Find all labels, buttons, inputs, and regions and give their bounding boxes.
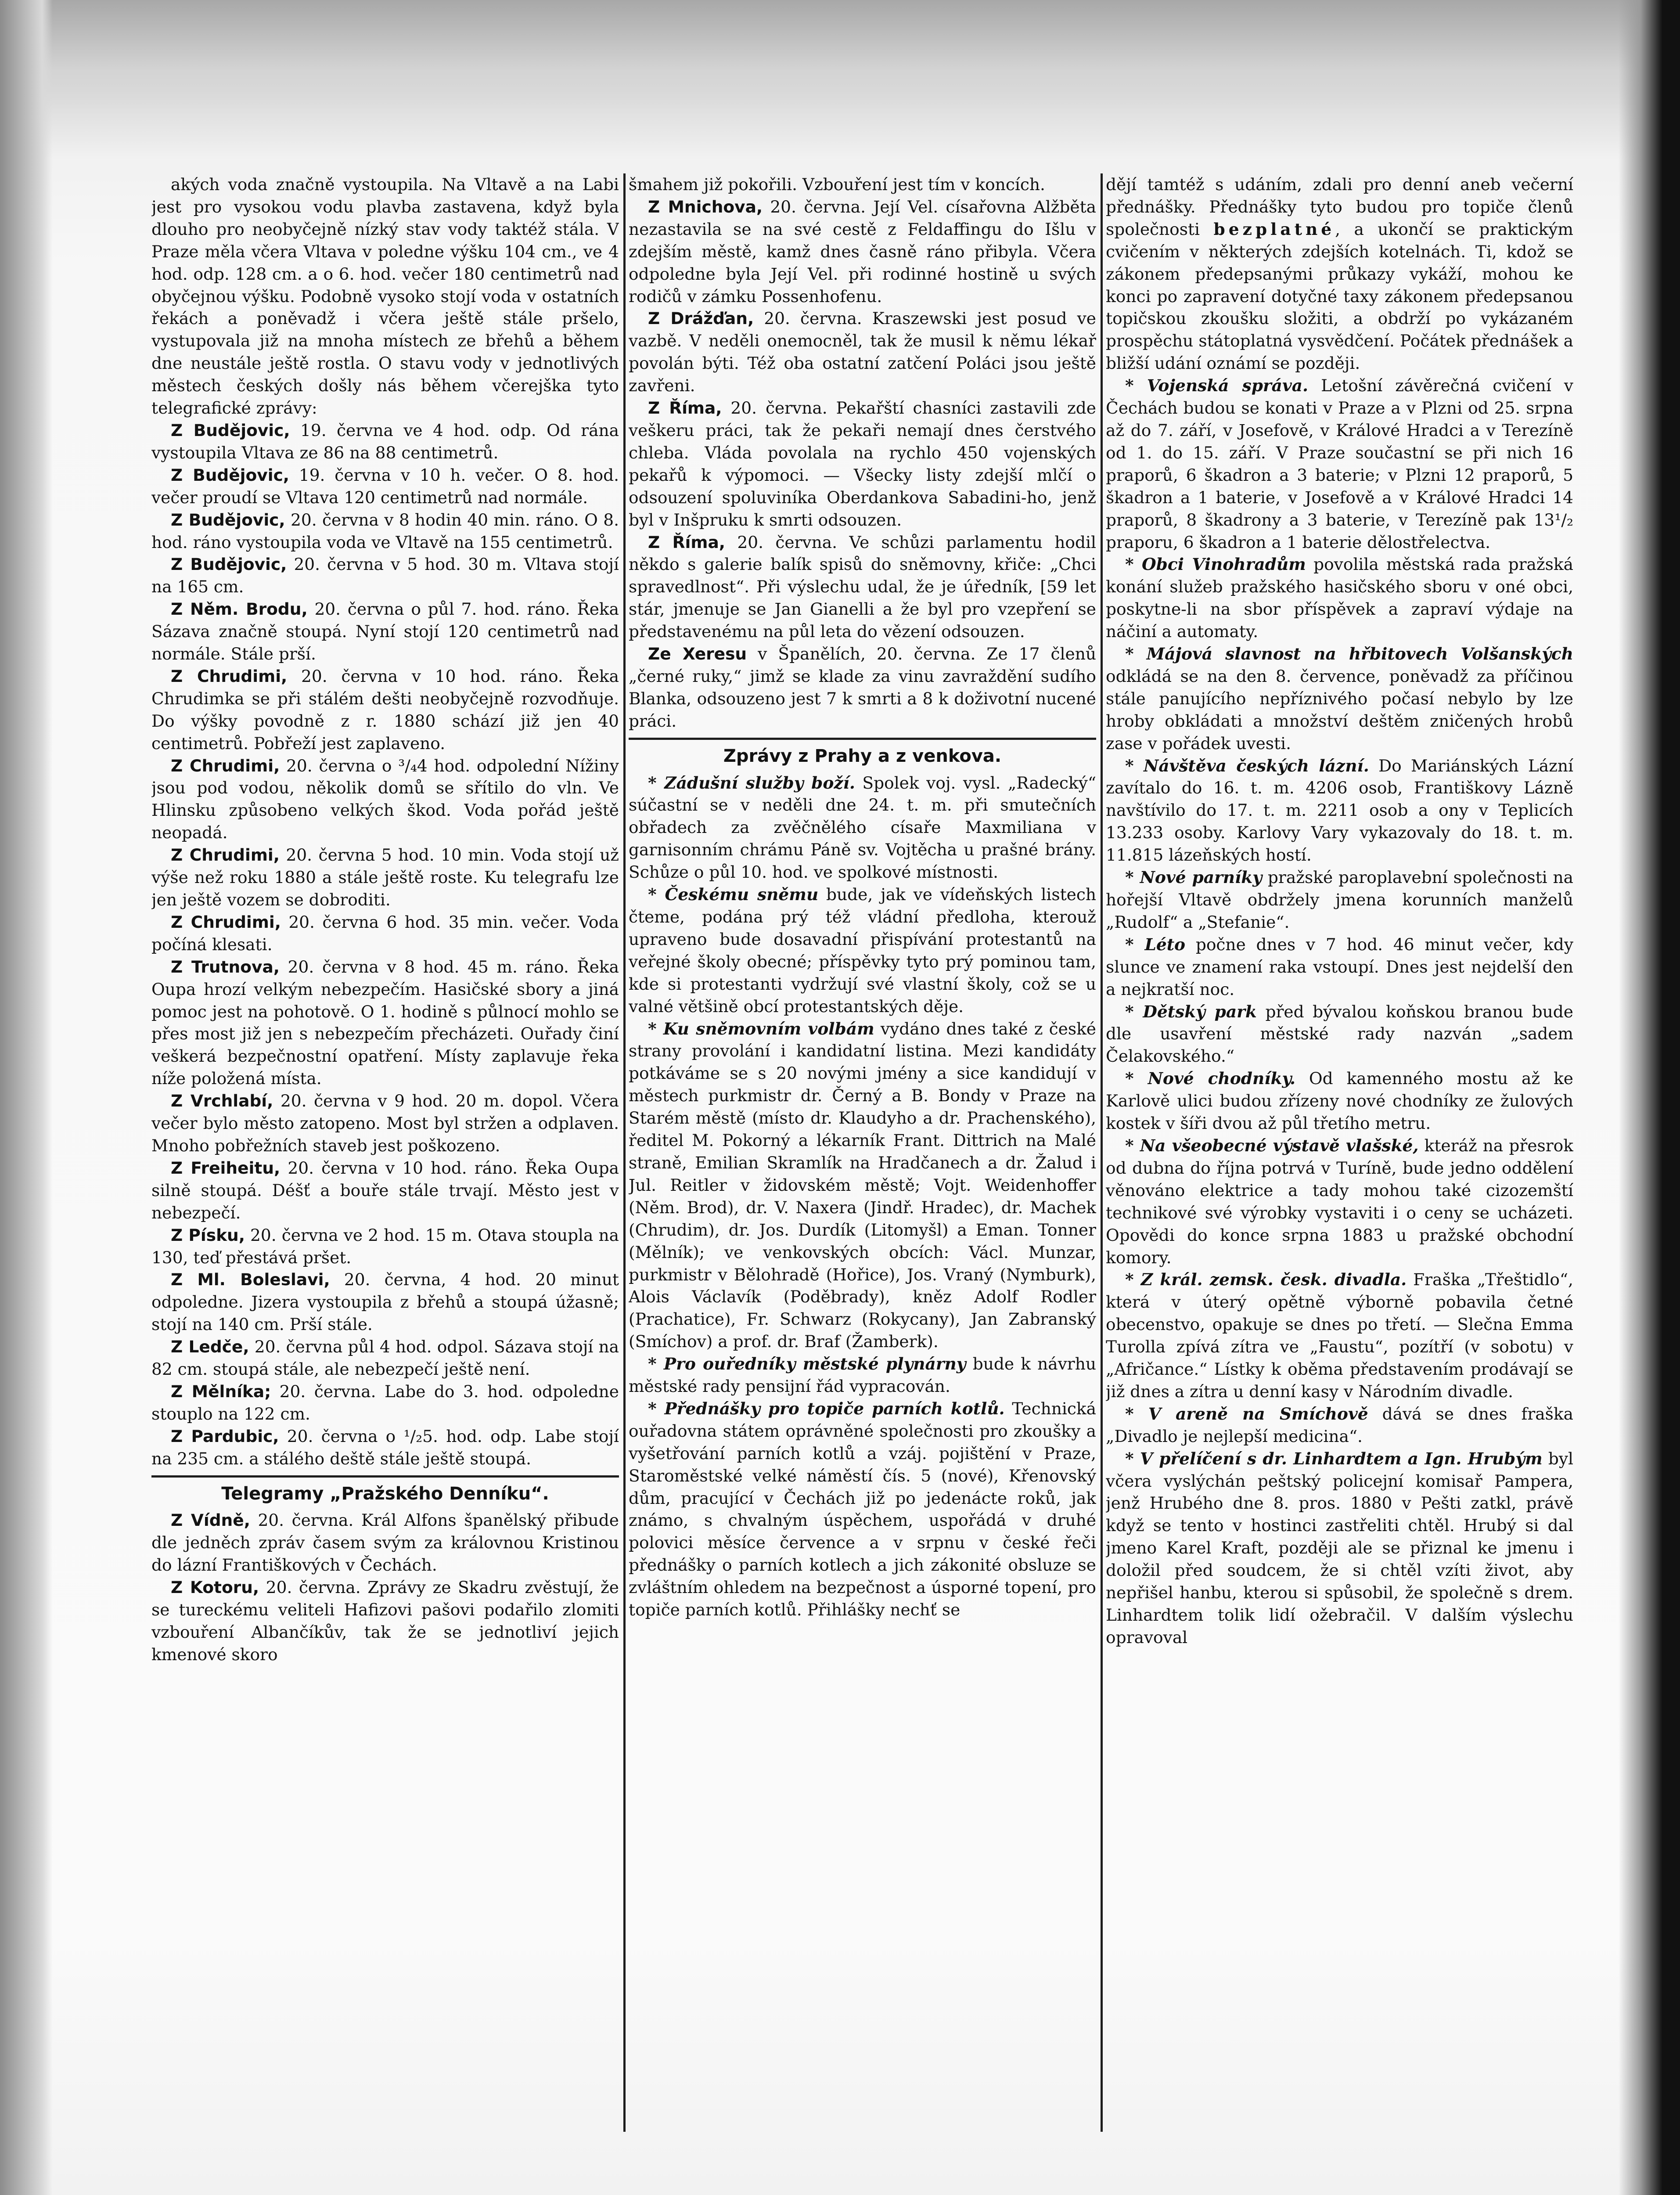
paragraph-text: dává se dnes fraška „Divadlo je nejlepší medicina“. [1106, 1404, 1573, 1446]
dateline: Z Ml. Boleslavi, [171, 1270, 330, 1290]
page-top-shadow [0, 0, 1680, 158]
dateline: Z Freiheitu, [171, 1158, 281, 1178]
dateline: Z Mělníka; [171, 1381, 271, 1401]
paragraph-text: 20. června. Její Vel. císařovna Alžběta nezastavila se na své cestě z Feldaffingu do Išlu v zdejším městě, kamž dnes časně ráno přibyla. Včera odpoledne byla Její Vel. při rodinné hostině u svých rodičů v zámku Possenhofenu. [629, 197, 1096, 306]
dateline: Z Chrudimi, [171, 666, 288, 686]
article-paragraph [1106, 1001, 1573, 1068]
dateline: Z Říma, [648, 398, 722, 418]
dateline: Z Něm. Brodu, [171, 599, 308, 619]
paragraph-text: 19. června ve 4 hod. odp. Od rána vystoupila Vltava ze 86 na 88 centimetrů. [151, 420, 619, 462]
paragraph-text: vydáno dnes také z české strany provolání i kandidatní listina. Mezi kandidáty potkáváme se s 20 novými jmény a sice kandidují v městech purkmistr dr. Černý a B. Bondy v Praze na Starém městě (místo dr. Klaudyho a dr. Prachenského), ředitel M. Pokorný a lékarník Frant. Dittrich na Malé straně, Emilian Skramlík na Hradčanech a dr. Žalud i Jul. Reitler v židovském městě; Vojt. Weidenhoffer (Něm. Brod), dr. V. Naxera (Jindř. Hradec), dr. Machek (Chrudim), dr. Jos. Durdík (Litomyšl) a Eman. Tonner (Mělník); ve venkovských obcích: Václ. Munzar, purkmistr v Bělohradě (Hořice), Jos. Vraný (Nymburk), Alois Václavík (Poděbrady), kněz Adolf Rodler (Prachatice), Fr. Schwarz (Rokycany), Jan Zabranský (Smíchov) a prof. dr. Braf (Žamberk). [629, 1019, 1096, 1352]
column-divider-2 [1101, 173, 1103, 2132]
article-paragraph [629, 1398, 1096, 1621]
paragraph-text: byl včera vyslýchán peštský policejní komisař Pampera, jenž Hrubého dne 8. pros. 1880 v Pešti zatkl, právě když se tento v hostinci zastřeliti chtěl. Hrubý si dal jmeno Karel Kraft, později ale se přiznal ke jmenu i doložil před soudcem, že si chtěl vzíti život, aby nepřišel hanbu, kterou si spůsobil, že společně s drem. Linhardtem tolik lidí ožebračil. V dalším výslechu opravoval [1106, 1449, 1573, 1647]
article-paragraph [151, 1224, 619, 1269]
dateline: Z Budějovic, [171, 465, 290, 485]
item-title: * V přelíčení s dr. Linhardtem a Ign. Hrubým [1125, 1449, 1543, 1468]
article-paragraph [151, 1157, 619, 1224]
paragraph-text: 20. června v 10 hod. ráno. Řeka Oupa silně stoupá. Déšť a bouře stále trvají. Město jest v nebezpečí. [151, 1158, 619, 1222]
article-paragraph [629, 1018, 1096, 1353]
article-paragraph [629, 883, 1096, 1017]
paragraph-text: pražské paroplavební společnosti na hořejší Vltavě obdržely jmena korunních manželů „Rudolf“ a „Stefanie“. [1106, 868, 1573, 932]
paragraph-text: 20. června v 8 hod. 45 m. ráno. Řeka Oupa hrozí velkým nebezpečím. Hasičské sbory a jiná pomoc jest na pohotově. O 1. hodině s půlnocí mohlo se přes most již jen s nebezpečím přecházeti. Ouřady činí veškerá bezpečnostní opatření. Místy zaplavuje řeka níže položená místa. [151, 957, 619, 1088]
paragraph-text: Do Mariánských Lázní zavítalo do 16. t. m. 4206 osob, Františkovy Lázně navštívilo do 17. t. m. 2211 osob a ony v Teplicích 13.233 osoby. Karlovy Vary vykazovaly do 18. t. m. 11.815 lázeňských hostí. [1106, 756, 1573, 865]
dateline: Z Mnichova, [648, 197, 763, 216]
column-1 [151, 173, 619, 2132]
article-paragraph [1106, 1448, 1573, 1649]
paragraph-text: Letošní závěrečná cvičení v Čechách budou se konati v Praze a v Plzni od 25. srpna až do 7. září, v Josefově, v Králové Hradci a v Terezíně od 1. do 15. září. V Praze součastní se při nich 16 praporů, 6 škadron a 3 baterie; v Plzni 12 praporů, 5 škadron a 1 baterie, v Josefově a v Králové Hradci 14 praporů, 8 škadrony a 3 baterie, v Terezíně pak 13¹/₂ praporu, 6 škadron a 1 baterie dělostřelectva. [1106, 376, 1573, 552]
item-title: * Nové parníky [1125, 868, 1263, 887]
item-title: * Přednášky pro topiče parních kotlů. [648, 1398, 1005, 1418]
article-paragraph [1106, 755, 1573, 867]
dateline: Z Vídně, [171, 1510, 250, 1530]
article-paragraph [151, 173, 619, 419]
dateline: Z Trutnova, [171, 957, 280, 977]
paragraph-text: odkládá se na den 8. července, poněvadž za příčinou stále panujícího nepříznivého počasí nebylo by lze hroby obkládati a množství deštěm zničených hrobů zase v pořádek uvesti. [1106, 666, 1573, 753]
article-paragraph [151, 1509, 619, 1576]
dateline: Z Chrudimi, [171, 845, 280, 865]
paragraph-text: 19. června v 10 h. večer. O 8. hod. večer proudí se Vltava 120 centimetrů nad normále. [151, 465, 619, 507]
paragraph-text: Zprávy z Prahy a z venkova. [723, 746, 1002, 766]
article-paragraph [151, 1576, 619, 1666]
paragraph-text: 20. června 6 hod. 35 min. večer. Voda počíná klesati. [151, 912, 619, 954]
article-paragraph [151, 1269, 619, 1336]
item-title: * Českému sněmu [648, 885, 819, 905]
dateline: Z Pardubic, [171, 1426, 279, 1446]
page-right-edge [1619, 0, 1680, 2195]
article-paragraph [151, 1090, 619, 1157]
item-title: * Návštěva českých lázní. [1125, 756, 1369, 775]
paragraph-text: 20. června 5 hod. 10 min. Voda stojí už výše než roku 1880 a stále ještě roste. Ku telegrafu lze jen ještě vozem se dobroditi. [151, 845, 619, 909]
article-paragraph [151, 1336, 619, 1380]
article-paragraph [1106, 553, 1573, 643]
article-paragraph [151, 1380, 619, 1425]
paragraph-text: 20. června o půl 7. hod. ráno. Řeka Sázava značně stoupá. Nyní stojí 120 centimetrů nad normále. Stále prší. [151, 599, 619, 664]
article-paragraph [1106, 643, 1573, 755]
item-title: * Na všeobecné výstavě vlašské, [1125, 1135, 1419, 1155]
paragraph-text: 20. června o ¹/₂5. hod. odp. Labe stojí na 235 cm. a stálého deště stále ještě stoupá. [151, 1426, 619, 1468]
dateline: Z Písku, [171, 1225, 245, 1245]
paragraph-text: 20. června ve 2 hod. 15 m. Otava stoupla na 130, teď přestává pršet. [151, 1225, 619, 1267]
paragraph-text: dějí tamtéž s udáním, zdali pro denní aneb večerní přednášky. Přednášky tyto budou pro topiče členů společnosti [1106, 175, 1573, 239]
article-paragraph [629, 643, 1096, 732]
dateline: Z Budějovic, [171, 510, 285, 530]
dateline: Z Vrchlabí, [171, 1091, 273, 1111]
dateline: Z Budějovic, [171, 420, 290, 440]
paragraph-text: 20. června v 5 hod. 30 m. Vltava stojí na 165 cm. [151, 555, 619, 597]
paragraph-text: v Španělích, 20. června. Ze 17 členů „černé ruky,“ jimž se klade za vinu zavraždění sudího Blanka, odsouzeno jest 7 k smrti a 8 k doživotní nucené práci. [629, 644, 1096, 731]
paragraph-text: 20. června. Král Alfons španělský přibude dle jedněch zpráv časem svým za královnou Kristinou do lázní Františkových v Čechách. [151, 1510, 619, 1575]
paragraph-text: 20. června. Labe do 3. hod. odpoledne stouplo na 122 cm. [151, 1381, 619, 1424]
item-title: * Léto [1125, 934, 1186, 954]
paragraph-text: kteráž na přesrok od dubna do října potrvá v Turíně, bude jedno oddělení věnováno elektrice a tady mohou také cizozemští technikové své výrobky vystaviti i o ceny se ucházeti. Opovědi do konce srpna 1883 u pražské obchodní komory. [1106, 1135, 1573, 1267]
column-2 [629, 173, 1096, 2132]
item-title: * Nové chodníky. [1125, 1069, 1296, 1088]
item-title: * Májová slavnost na hřbitovech Volšanských [1125, 644, 1573, 664]
article-paragraph [1106, 1135, 1573, 1269]
dateline: Ze Xeresu [648, 644, 747, 664]
paragraph-text: 20. června. Zprávy ze Skadru zvěstují, že se tureckému veliteli Hafizovi pašovi podařilo zlomiti vzbouření Albančíkův, tak že se jednotliví jejich kmenové skoro [151, 1578, 619, 1664]
article-paragraph [629, 397, 1096, 531]
item-title: * Ku sněmovním volbám [648, 1019, 874, 1038]
item-title: * Zádušní služby boží. [648, 773, 855, 793]
article-paragraph [629, 772, 1096, 884]
article-paragraph [151, 911, 619, 956]
section-heading [151, 1475, 619, 1505]
article-paragraph [629, 173, 1096, 196]
paragraph-text: bude, jak ve vídeňských listech čteme, podána prý též vládní předloha, kterouž upraveno bude dosavadní přispívání protestantů na veřejné školy obecné; příspěvky tyto prý pominou tam, kde si protestanti vydržují své vlastní školy, což se u valné většině obcí protestantských děje. [629, 885, 1096, 1016]
article-paragraph [151, 509, 619, 554]
item-title: * Obci Vinohradům [1125, 555, 1306, 574]
section-heading [629, 738, 1096, 768]
item-title: * Vojenská správa. [1125, 376, 1309, 396]
paragraph-text: Spolek voj. vysl. „Radecký“ súčastní se v neděli dne 24. t. m. při smutečních obřadech za zvěčnělého císaře Maxmiliana v garnisonním chrámu Páně sv. Vojtěcha u prašné brány. Schůze o půl 10. hod. ve spolkové místnosti. [629, 773, 1096, 882]
article-paragraph [151, 598, 619, 665]
paragraph-text: počne dnes v 7 hod. 46 minut večer, kdy slunce ve znamení raka vstoupí. Dnes jest nejdelší den a nejkratší noc. [1106, 934, 1573, 999]
article-paragraph [1106, 375, 1573, 553]
column-divider-1 [623, 173, 626, 2132]
item-title: * Z král. zemsk. česk. divadla. [1125, 1270, 1407, 1290]
dateline: Z Budějovic, [171, 555, 287, 574]
item-title: * V areně na Smíchově [1125, 1404, 1368, 1424]
article-paragraph [1106, 866, 1573, 934]
dateline: Z Chrudimi, [171, 912, 281, 932]
paragraph-text: povolila městská rada pražská konání služeb pražského hasičského sboru v oné obci, poskytne-li na sbor příspěvek a zapraví výdaje na náčiní a automaty. [1106, 555, 1573, 642]
article-paragraph [629, 196, 1096, 308]
article-paragraph [1106, 934, 1573, 1001]
paragraph-text: bude k návrhu městské rady pensijní řád vypracován. [629, 1354, 1096, 1396]
article-paragraph [151, 1425, 619, 1470]
item-title: * Dětský park [1125, 1002, 1257, 1021]
paragraph-text: akých voda značně vystoupila. Na Vltavě a na Labi jest pro vysokou vodu plavba zastavena, když byla dlouho pro neobyčejně nízký stav vody taktéž stála. V Praze měla včera Vltava v poledne výšku 104 cm., ve 4 hod. odp. 128 cm. a o 6. hod. večer 180 centimetrů nad obyčejnou výšku. Podobně vysoko stojí voda v ostatních řekách a poněvadž i včera ještě stále pršelo, vystupovala již na mnoha místech ze břehů a během dne neustále ještě rostla. O stavu vody v jednotlivých městech českých došly nás během včerejška tyto telegrafické zprávy: [151, 175, 619, 418]
dateline: Z Drážďan, [648, 309, 754, 328]
item-title: * Pro ouředníky městské plynárny [648, 1354, 966, 1374]
article-paragraph [151, 553, 619, 598]
dateline: Z Ledče, [171, 1337, 249, 1357]
article-paragraph [151, 755, 619, 844]
paragraph-text: Od kamenného mostu až ke Karlově ulici budou zřízeny nové chodníky ze žulových kostek v šíři dvou až půl třetího metru. [1106, 1069, 1573, 1133]
article-paragraph [629, 307, 1096, 397]
article-paragraph [151, 419, 619, 464]
article-paragraph [151, 665, 619, 755]
paragraph-text: šmahem již pokořili. Vzbouření jest tím v koncích. [629, 175, 1045, 194]
paragraph-text: Fraška „Třeštidlo“, která v úterý opětně výborně pobavila četné obecenstvo, opakuje se dnes po třetí. — Slečna Emma Turolla zpívá zítra ve „Faustu“, pozítří (v sobotu) v „Afričance.“ Lístky k oběma představením prodávají se již dnes a zítra u denní kasy v Národním divadle. [1106, 1270, 1573, 1401]
article-paragraph [151, 844, 619, 911]
paragraph-text: 20. června. Pekařští chasníci zastavili zde veškeru práci, tak že pekaři nemají dnes čerstvého chleba. Vláda povolala na rychlo 450 vojenských pekařů k výpomoci. — Všecky listy zdejší mlčí o odsouzení spoluviníka Oberdankova Sabadini-ho, jenž byl v Inšpruku k smrti odsouzen. [629, 398, 1096, 530]
article-paragraph [1106, 1269, 1573, 1402]
paragraph-text: 20. června půl 4 hod. odpol. Sázava stojí na 82 cm. stoupá stále, ale nebezpečí ještě není. [151, 1337, 619, 1379]
article-paragraph [1106, 1067, 1573, 1135]
paragraph-text: 20. června. Kraszewski jest posud ve vazbě. V neděli onemocněl, tak že musil k němu lékař povolán býti. Též oba ostatní zatčení Poláci jsou ještě zavřeni. [629, 309, 1096, 396]
paragraph-text: Telegramy „Pražského Denníku“. [221, 1483, 549, 1504]
paragraph-text: 20. června v 10 hod. ráno. Řeka Chrudimka se při stálém dešti neobyčejně rozvodňuje. Do výšky povodně z r. 1880 schází již jen 40 centimetrů. Pobřeží jest zaplaveno. [151, 666, 619, 753]
article-paragraph [629, 531, 1096, 643]
paragraph-text: 20. června o ³/₄4 hod. odpolední Nížiny jsou pod vodou, několik domů se sřítilo do vln. Ve Hlinsku způsobeno velkých škod. Voda pořád ještě neopadá. [151, 756, 619, 843]
article-paragraph [151, 956, 619, 1090]
paragraph-text: 20. června. Ve schůzi parlamentu hodil někdo s galerie balík spisů do sněmovny, křiče: „Chci spravedlnost“. Při výslechu udal, že je úředník, [59 let stár, jmenuje se Jan Gianelli a že byl pro vzepření se představenému na půl leta do vězení odsouzen. [629, 532, 1096, 642]
paragraph-text: 20. června, 4 hod. 20 minut odpoledne. Jizera vystoupila z břehů a stoupá úžasně; stojí na 140 cm. Prší stále. [151, 1270, 619, 1334]
paragraph-text: , a ukončí se praktickým cvičením v některých zdejších kotelnách. Ti, kdož se zákonem předepsanými průkazy vykáží, mohou ke konci po zapravení dotyčné taxy zákonem předepsanou topičskou zkoušku složiti, a obdrží po vykázaném prospěchu státoplatná vysvědčení. Počátek přednášek a bližší udání oznámí se později. [1106, 219, 1573, 373]
dateline: Z Říma, [648, 532, 726, 552]
dateline: Z Kotoru, [171, 1578, 259, 1597]
paragraph-text: před bývalou koňskou branou bude dle usavření městské rady nazván „sadem Čelakovského.“ [1106, 1002, 1573, 1066]
spaced-emphasis: bezplatné [1213, 219, 1335, 239]
paragraph-text: 20. června v 9 hod. 20 m. dopol. Včera večer bylo město zatopeno. Most byl stržen a odplaven. Mnoho pobřežních staveb jest poškozeno. [151, 1091, 619, 1155]
paragraph-text: Technická ouřadovna státem oprávněné společnosti pro zkoušky a vyšetřování parních kotlů a vzáj. pojištění v Praze, Staroměstské velké náměstí čís. 5 (nové), Křenovský dům, pracující v Čechách již po jedenácte roků, jak známo, s chvalným úspěchem, uspořádá v druhé polovici měsíce července a v srpnu v české řeči přednášky o parních kotlech a jich zákonité obsluze se zvláštním ohledem na bezpečnost a úsporné topení, pro topiče parních kotlů. Přihlášky nechť se [629, 1398, 1096, 1620]
article-paragraph [1106, 173, 1573, 375]
article-paragraph [151, 464, 619, 509]
page-left-shadow [0, 0, 53, 2195]
dateline: Z Chrudimi, [171, 756, 280, 775]
paragraph-text: 20. června v 8 hodin 40 min. ráno. O 8. hod. ráno vystoupila voda ve Vltavě na 155 centimetrů. [151, 510, 619, 552]
column-3 [1106, 173, 1573, 2132]
article-paragraph [1106, 1403, 1573, 1448]
article-paragraph [629, 1353, 1096, 1398]
